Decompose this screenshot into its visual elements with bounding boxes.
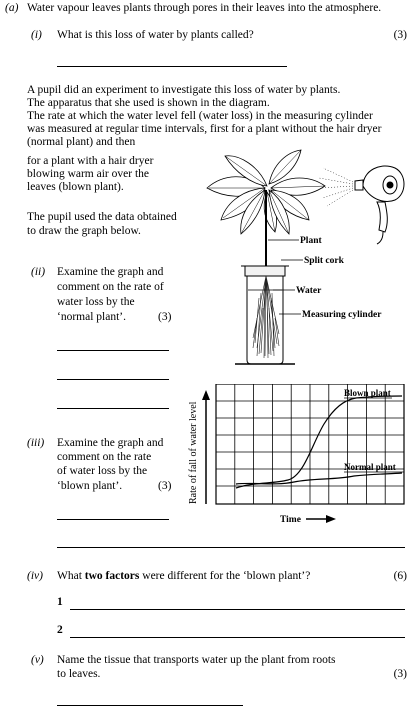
experiment-line: The rate at which the water level fell (water loss) in the measuring cylinder (27, 110, 373, 122)
graph-y-label: Rate of fall of water level (188, 401, 199, 504)
question-ii-answer-line[interactable] (57, 350, 169, 351)
question-i-answer-line[interactable] (57, 66, 287, 67)
question-iv-text: What two factors were different for the ‘blown plant’? (57, 570, 311, 582)
question-v-marks: (3) (393, 668, 407, 680)
question-v-line: Name the tissue that transports water up the plant from roots (57, 654, 336, 666)
question-iv-number: (iv) (27, 570, 43, 582)
question-ii-line: ‘normal plant’. (57, 311, 126, 323)
label-water: Water (296, 286, 322, 296)
part-label: (a) (5, 2, 19, 14)
legend-normal-plant: Normal plant (344, 462, 396, 472)
question-iii-line: comment on the rate (57, 451, 152, 463)
question-iii-answer-line[interactable] (57, 547, 405, 548)
label-plant: Plant (300, 236, 322, 246)
label-split-cork: Split cork (304, 256, 344, 266)
question-iii-line: ‘blown plant’. (57, 480, 123, 492)
rate-graph (184, 384, 410, 529)
apparatus-diagram (195, 148, 410, 368)
question-iii-number: (iii) (27, 437, 45, 449)
plant-roots (253, 276, 279, 358)
experiment-line: for a plant with a hair dryer (27, 155, 154, 167)
question-iv-line-2-number: 2 (57, 624, 63, 636)
question-iv-answer-line-2[interactable] (70, 637, 405, 638)
hair-dryer (355, 166, 404, 244)
question-ii-marks: (3) (158, 311, 172, 323)
question-i-number: (i) (31, 29, 42, 41)
question-ii-line: Examine the graph and (57, 266, 164, 278)
experiment-line: was measured at regular time intervals, first for a plant without the hair dryer (27, 123, 382, 135)
experiment-line: (normal plant) and then (27, 136, 136, 148)
question-iii-line: of water loss by the (57, 465, 148, 477)
normal-plant-curve (236, 473, 402, 484)
experiment-line: blowing warm air over the (27, 168, 149, 180)
question-iv-marks: (6) (393, 570, 407, 582)
question-ii-line: comment on the rate of (57, 281, 164, 293)
question-iii-line: Examine the graph and (57, 437, 164, 449)
question-ii-answer-line[interactable] (57, 408, 169, 409)
question-v-number: (v) (31, 654, 44, 666)
label-measuring-cylinder: Measuring cylinder (302, 310, 382, 320)
graph-intro-line: to draw the graph below. (27, 225, 141, 237)
question-ii-answer-line[interactable] (57, 379, 169, 380)
question-iii-marks: (3) (158, 480, 172, 492)
question-ii-line: water loss by the (57, 296, 135, 308)
graph-intro-line: The pupil used the data obtained (27, 211, 177, 223)
question-v-line: to leaves. (57, 668, 101, 680)
experiment-line: The apparatus that she used is shown in the diagram. (27, 97, 270, 109)
question-iii-answer-line[interactable] (57, 519, 169, 520)
experiment-line: leaves (blown plant). (27, 181, 124, 193)
question-i-text: What is this loss of water by plants called? (57, 29, 254, 41)
graph-x-label: Time (280, 515, 301, 525)
question-iv-line-1-number: 1 (57, 596, 63, 608)
question-iv-answer-line-1[interactable] (70, 609, 405, 610)
question-ii-number: (ii) (31, 266, 46, 278)
legend-blown-plant: Blown plant (344, 388, 391, 398)
part-intro: Water vapour leaves plants through pores in their leaves into the atmosphere. (27, 2, 382, 14)
question-i-marks: (3) (393, 29, 407, 41)
experiment-line: A pupil did an experiment to investigate this loss of water by plants. (27, 84, 341, 96)
question-v-answer-line[interactable] (57, 705, 243, 706)
